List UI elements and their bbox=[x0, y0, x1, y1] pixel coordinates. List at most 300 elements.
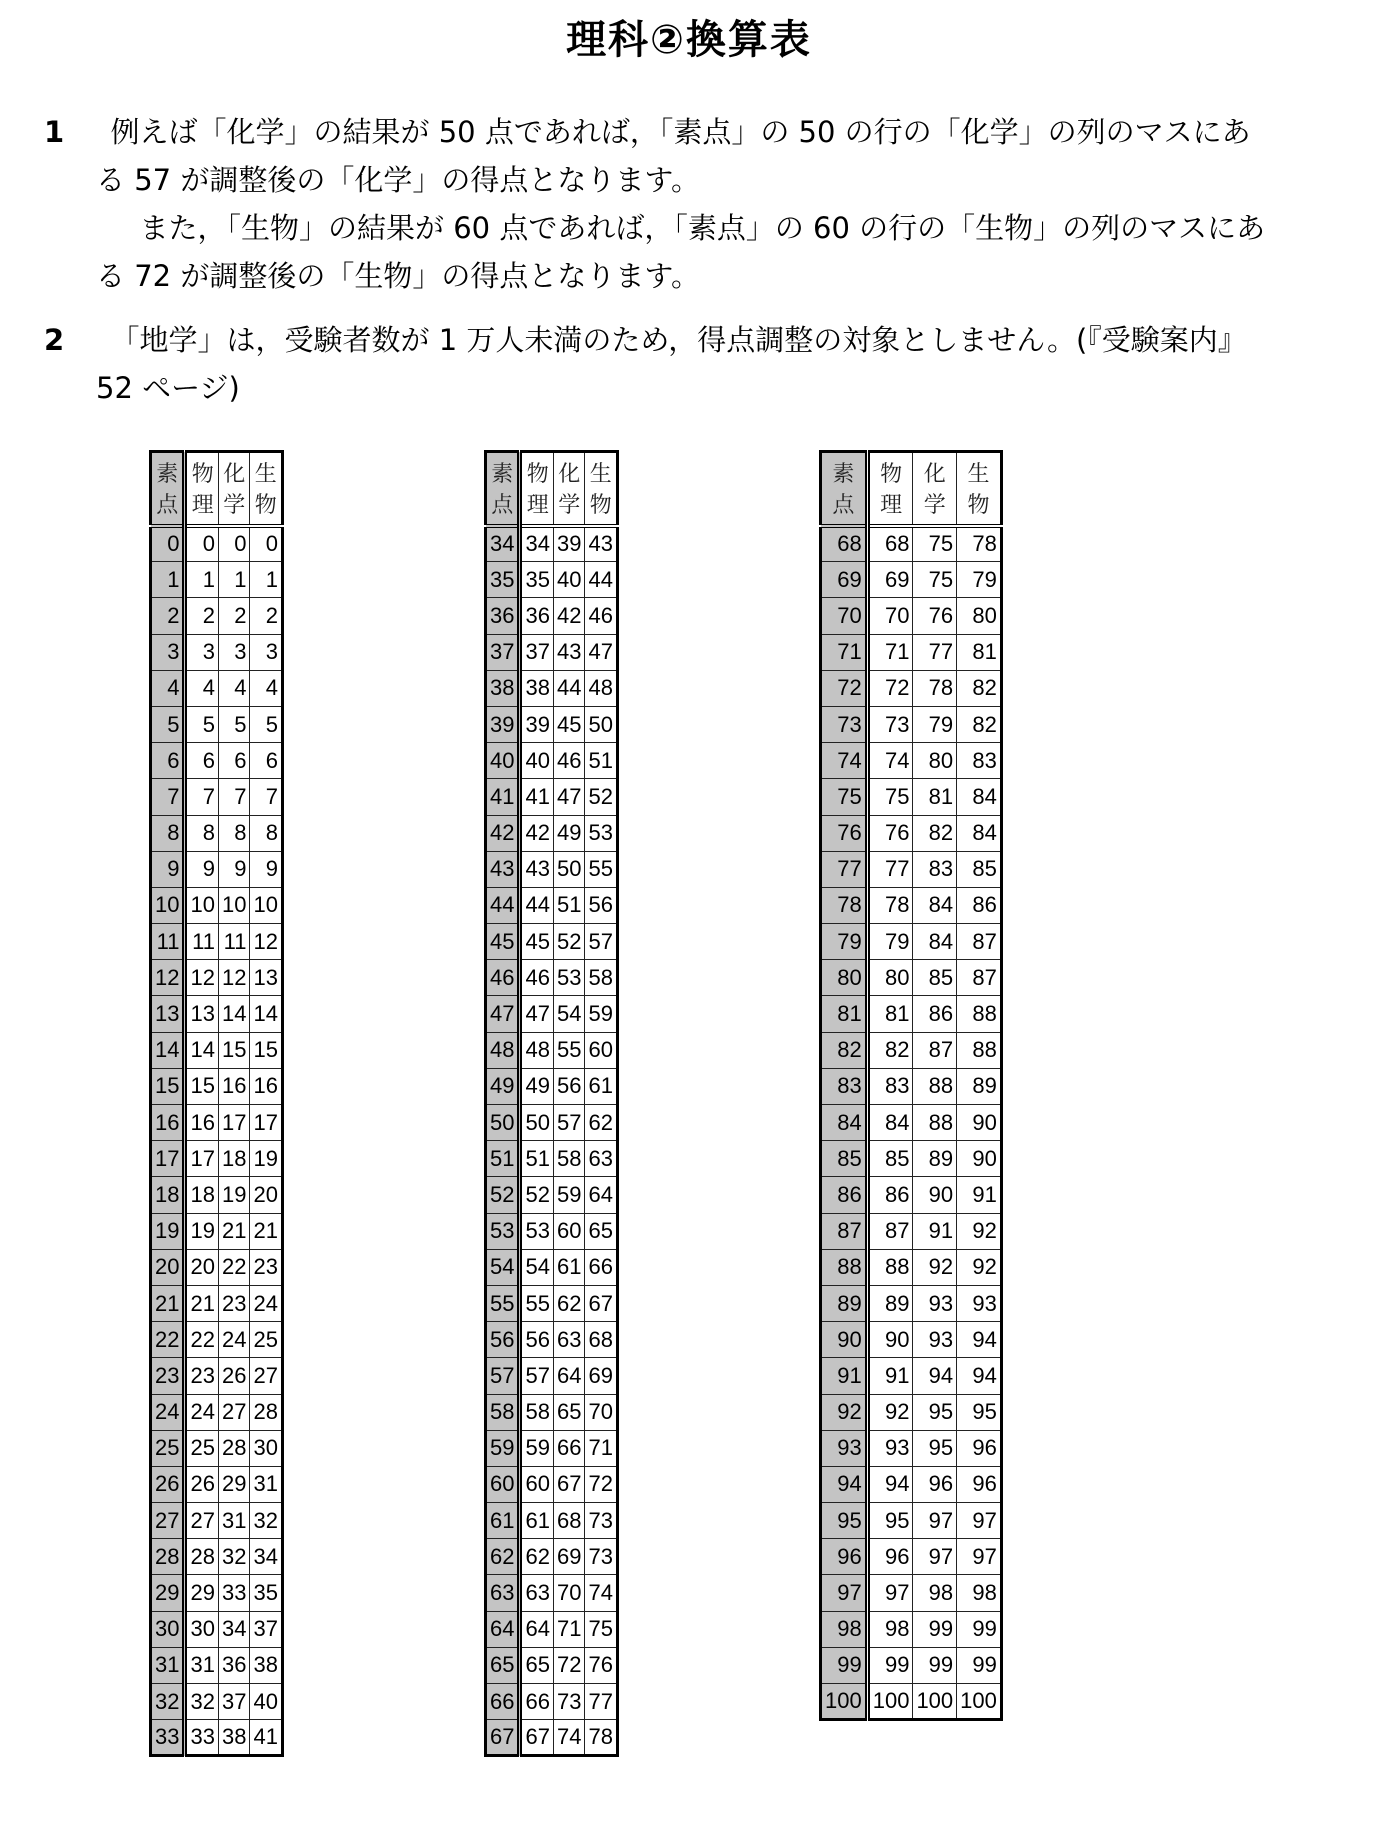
table-row bbox=[486, 1647, 618, 1683]
adjusted-score-cell: 25 bbox=[250, 1322, 282, 1358]
adjusted-score-cell: 56 bbox=[585, 887, 617, 923]
adjusted-score-cell: 69 bbox=[867, 562, 913, 598]
raw-score-cell: 39 bbox=[486, 706, 520, 742]
adjusted-score-cell: 72 bbox=[585, 1466, 617, 1502]
adjusted-score-cell: 96 bbox=[957, 1466, 1002, 1502]
table-row bbox=[486, 1430, 618, 1466]
adjusted-score-cell: 89 bbox=[913, 1141, 957, 1177]
adjusted-score-cell: 31 bbox=[218, 1503, 249, 1539]
adjusted-score-cell: 81 bbox=[913, 779, 957, 815]
adjusted-score-cell: 61 bbox=[585, 1068, 617, 1104]
adjusted-score-cell: 35 bbox=[250, 1575, 282, 1611]
table-row bbox=[486, 1503, 618, 1539]
raw-score-cell: 97 bbox=[821, 1575, 868, 1611]
adjusted-score-cell: 51 bbox=[520, 1141, 553, 1177]
adjusted-score-cell: 81 bbox=[957, 634, 1002, 670]
table-row bbox=[486, 960, 618, 996]
adjusted-score-cell: 2 bbox=[218, 598, 249, 634]
adjusted-score-cell: 33 bbox=[218, 1575, 249, 1611]
adjusted-score-cell: 37 bbox=[520, 634, 553, 670]
adjusted-score-cell: 7 bbox=[250, 779, 282, 815]
adjusted-score-cell: 17 bbox=[250, 1105, 282, 1141]
table-row bbox=[486, 743, 618, 779]
adjusted-score-cell: 89 bbox=[957, 1068, 1002, 1104]
column-header: 物理 bbox=[867, 452, 913, 526]
table-row bbox=[151, 743, 283, 779]
adjusted-score-cell: 4 bbox=[250, 670, 282, 706]
adjusted-score-cell: 97 bbox=[913, 1539, 957, 1575]
raw-score-cell: 11 bbox=[151, 924, 185, 960]
raw-score-cell: 6 bbox=[151, 743, 185, 779]
adjusted-score-cell: 85 bbox=[957, 851, 1002, 887]
adjusted-score-cell: 78 bbox=[957, 526, 1002, 562]
table-row bbox=[486, 1141, 618, 1177]
adjusted-score-cell: 23 bbox=[185, 1358, 218, 1394]
adjusted-score-cell: 9 bbox=[250, 851, 282, 887]
adjusted-score-cell: 17 bbox=[185, 1141, 218, 1177]
table-row bbox=[151, 706, 283, 742]
adjusted-score-cell: 85 bbox=[913, 960, 957, 996]
adjusted-score-cell: 69 bbox=[585, 1358, 617, 1394]
adjusted-score-cell: 44 bbox=[585, 562, 617, 598]
adjusted-score-cell: 14 bbox=[250, 996, 282, 1032]
raw-score-cell: 25 bbox=[151, 1430, 185, 1466]
adjusted-score-cell: 57 bbox=[585, 924, 617, 960]
raw-score-cell: 0 bbox=[151, 526, 185, 562]
table-row bbox=[821, 924, 1002, 960]
adjusted-score-cell: 71 bbox=[585, 1430, 617, 1466]
adjusted-score-cell: 46 bbox=[553, 743, 584, 779]
raw-score-cell: 93 bbox=[821, 1430, 868, 1466]
adjusted-score-cell: 47 bbox=[553, 779, 584, 815]
adjusted-score-cell: 70 bbox=[553, 1575, 584, 1611]
adjusted-score-cell: 11 bbox=[185, 924, 218, 960]
table-row bbox=[821, 815, 1002, 851]
table-row bbox=[486, 1322, 618, 1358]
table-row bbox=[151, 1249, 283, 1285]
adjusted-score-cell: 40 bbox=[553, 562, 584, 598]
raw-score-cell: 10 bbox=[151, 887, 185, 923]
adjusted-score-cell: 93 bbox=[913, 1322, 957, 1358]
adjusted-score-cell: 95 bbox=[913, 1430, 957, 1466]
table-row bbox=[486, 526, 618, 562]
adjusted-score-cell: 10 bbox=[218, 887, 249, 923]
raw-score-cell: 82 bbox=[821, 1032, 868, 1068]
table-row bbox=[821, 996, 1002, 1032]
table-row bbox=[486, 670, 618, 706]
adjusted-score-cell: 40 bbox=[250, 1684, 282, 1720]
adjusted-score-cell: 15 bbox=[218, 1032, 249, 1068]
adjusted-score-cell: 9 bbox=[218, 851, 249, 887]
table-row bbox=[821, 960, 1002, 996]
raw-score-cell: 44 bbox=[486, 887, 520, 923]
adjusted-score-cell: 22 bbox=[218, 1249, 249, 1285]
adjusted-score-cell: 1 bbox=[185, 562, 218, 598]
adjusted-score-cell: 54 bbox=[553, 996, 584, 1032]
adjusted-score-cell: 56 bbox=[553, 1068, 584, 1104]
adjusted-score-cell: 24 bbox=[250, 1285, 282, 1321]
adjusted-score-cell: 79 bbox=[957, 562, 1002, 598]
table-row bbox=[821, 1466, 1002, 1502]
adjusted-score-cell: 76 bbox=[867, 815, 913, 851]
adjusted-score-cell: 34 bbox=[218, 1611, 249, 1647]
raw-score-cell: 45 bbox=[486, 924, 520, 960]
adjusted-score-cell: 95 bbox=[913, 1394, 957, 1430]
adjusted-score-cell: 27 bbox=[218, 1394, 249, 1430]
raw-score-cell: 96 bbox=[821, 1539, 868, 1575]
adjusted-score-cell: 92 bbox=[913, 1249, 957, 1285]
adjusted-score-cell: 68 bbox=[553, 1503, 584, 1539]
raw-score-cell: 83 bbox=[821, 1068, 868, 1104]
adjusted-score-cell: 41 bbox=[250, 1720, 282, 1756]
adjusted-score-cell: 73 bbox=[553, 1684, 584, 1720]
adjusted-score-cell: 65 bbox=[553, 1394, 584, 1430]
adjusted-score-cell: 36 bbox=[520, 598, 553, 634]
adjusted-score-cell: 56 bbox=[520, 1322, 553, 1358]
raw-score-cell: 19 bbox=[151, 1213, 185, 1249]
adjusted-score-cell: 40 bbox=[520, 743, 553, 779]
adjusted-score-cell: 82 bbox=[957, 706, 1002, 742]
adjusted-score-cell: 62 bbox=[585, 1105, 617, 1141]
adjusted-score-cell: 60 bbox=[585, 1032, 617, 1068]
adjusted-score-cell: 57 bbox=[553, 1105, 584, 1141]
adjusted-score-cell: 98 bbox=[957, 1575, 1002, 1611]
adjusted-score-cell: 92 bbox=[957, 1249, 1002, 1285]
adjusted-score-cell: 89 bbox=[867, 1285, 913, 1321]
adjusted-score-cell: 53 bbox=[520, 1213, 553, 1249]
adjusted-score-cell: 31 bbox=[250, 1466, 282, 1502]
adjusted-score-cell: 49 bbox=[553, 815, 584, 851]
raw-score-cell: 24 bbox=[151, 1394, 185, 1430]
adjusted-score-cell: 79 bbox=[867, 924, 913, 960]
adjusted-score-cell: 5 bbox=[218, 706, 249, 742]
raw-score-cell: 29 bbox=[151, 1575, 185, 1611]
adjusted-score-cell: 34 bbox=[520, 526, 553, 562]
adjusted-score-cell: 10 bbox=[185, 887, 218, 923]
adjusted-score-cell: 75 bbox=[867, 779, 913, 815]
adjusted-score-cell: 63 bbox=[520, 1575, 553, 1611]
adjusted-score-cell: 16 bbox=[185, 1105, 218, 1141]
table-row bbox=[151, 598, 283, 634]
adjusted-score-cell: 68 bbox=[867, 526, 913, 562]
raw-score-cell: 62 bbox=[486, 1539, 520, 1575]
column-header: 化学 bbox=[218, 452, 249, 526]
raw-score-cell: 16 bbox=[151, 1105, 185, 1141]
adjusted-score-cell: 33 bbox=[185, 1720, 218, 1756]
table-row bbox=[151, 670, 283, 706]
adjusted-score-cell: 88 bbox=[957, 996, 1002, 1032]
table-row bbox=[151, 1503, 283, 1539]
adjusted-score-cell: 0 bbox=[218, 526, 249, 562]
adjusted-score-cell: 63 bbox=[553, 1322, 584, 1358]
table-row bbox=[486, 1105, 618, 1141]
raw-score-cell: 71 bbox=[821, 634, 868, 670]
raw-score-cell: 50 bbox=[486, 1105, 520, 1141]
adjusted-score-cell: 37 bbox=[218, 1684, 249, 1720]
adjusted-score-cell: 66 bbox=[585, 1249, 617, 1285]
adjusted-score-cell: 58 bbox=[585, 960, 617, 996]
adjusted-score-cell: 80 bbox=[867, 960, 913, 996]
adjusted-score-cell: 39 bbox=[520, 706, 553, 742]
table-row bbox=[821, 1394, 1002, 1430]
table-row bbox=[151, 562, 283, 598]
raw-score-cell: 86 bbox=[821, 1177, 868, 1213]
adjusted-score-cell: 79 bbox=[913, 706, 957, 742]
table-row bbox=[151, 1177, 283, 1213]
adjusted-score-cell: 82 bbox=[867, 1032, 913, 1068]
table-row bbox=[151, 526, 283, 562]
adjusted-score-cell: 1 bbox=[218, 562, 249, 598]
adjusted-score-cell: 75 bbox=[913, 526, 957, 562]
table-row bbox=[821, 526, 1002, 562]
adjusted-score-cell: 12 bbox=[185, 960, 218, 996]
table-row bbox=[486, 996, 618, 1032]
raw-score-cell: 26 bbox=[151, 1466, 185, 1502]
adjusted-score-cell: 42 bbox=[520, 815, 553, 851]
table-row bbox=[821, 1213, 1002, 1249]
adjusted-score-cell: 96 bbox=[913, 1466, 957, 1502]
adjusted-score-cell: 58 bbox=[553, 1141, 584, 1177]
raw-score-cell: 98 bbox=[821, 1611, 868, 1647]
adjusted-score-cell: 34 bbox=[250, 1539, 282, 1575]
raw-score-cell: 31 bbox=[151, 1647, 185, 1683]
table-row bbox=[821, 887, 1002, 923]
adjusted-score-cell: 12 bbox=[250, 924, 282, 960]
table-row bbox=[151, 1213, 283, 1249]
table-row bbox=[486, 562, 618, 598]
adjusted-score-cell: 45 bbox=[520, 924, 553, 960]
raw-score-cell: 77 bbox=[821, 851, 868, 887]
raw-score-cell: 35 bbox=[486, 562, 520, 598]
table-row bbox=[821, 634, 1002, 670]
adjusted-score-cell: 8 bbox=[250, 815, 282, 851]
adjusted-score-cell: 72 bbox=[553, 1647, 584, 1683]
adjusted-score-cell: 48 bbox=[520, 1032, 553, 1068]
table-row bbox=[151, 779, 283, 815]
adjusted-score-cell: 60 bbox=[553, 1213, 584, 1249]
adjusted-score-cell: 30 bbox=[185, 1611, 218, 1647]
adjusted-score-cell: 41 bbox=[520, 779, 553, 815]
adjusted-score-cell: 84 bbox=[913, 887, 957, 923]
table-row bbox=[486, 1358, 618, 1394]
adjusted-score-cell: 4 bbox=[185, 670, 218, 706]
raw-score-cell: 1 bbox=[151, 562, 185, 598]
adjusted-score-cell: 16 bbox=[250, 1068, 282, 1104]
adjusted-score-cell: 94 bbox=[867, 1466, 913, 1502]
adjusted-score-cell: 91 bbox=[913, 1213, 957, 1249]
column-header: 生物 bbox=[585, 452, 617, 526]
raw-score-cell: 61 bbox=[486, 1503, 520, 1539]
adjusted-score-cell: 75 bbox=[585, 1611, 617, 1647]
table-row bbox=[151, 1394, 283, 1430]
note-paragraph: また，「生物」の結果が 60 点であれば，「素点」の 60 の行の「生物」の列のマスにある 72 が調整後の「生物」の得点となります。 bbox=[96, 211, 1266, 293]
adjusted-score-cell: 76 bbox=[913, 598, 957, 634]
adjusted-score-cell: 94 bbox=[957, 1322, 1002, 1358]
adjusted-score-cell: 83 bbox=[957, 743, 1002, 779]
raw-score-cell: 69 bbox=[821, 562, 868, 598]
raw-score-cell: 38 bbox=[486, 670, 520, 706]
adjusted-score-cell: 17 bbox=[218, 1105, 249, 1141]
table-row bbox=[821, 1647, 1002, 1683]
table-row bbox=[486, 1611, 618, 1647]
adjusted-score-cell: 61 bbox=[520, 1503, 553, 1539]
raw-score-cell: 78 bbox=[821, 887, 868, 923]
adjusted-score-cell: 90 bbox=[957, 1141, 1002, 1177]
table-row bbox=[151, 1032, 283, 1068]
adjusted-score-cell: 57 bbox=[520, 1358, 553, 1394]
adjusted-score-cell: 74 bbox=[585, 1575, 617, 1611]
adjusted-score-cell: 93 bbox=[913, 1285, 957, 1321]
table-row bbox=[821, 1575, 1002, 1611]
raw-score-cell: 52 bbox=[486, 1177, 520, 1213]
raw-score-cell: 32 bbox=[151, 1684, 185, 1720]
table-row bbox=[486, 1032, 618, 1068]
adjusted-score-cell: 30 bbox=[250, 1430, 282, 1466]
adjusted-score-cell: 73 bbox=[585, 1539, 617, 1575]
table-row bbox=[486, 924, 618, 960]
raw-score-cell: 51 bbox=[486, 1141, 520, 1177]
table-row bbox=[151, 960, 283, 996]
raw-score-cell: 49 bbox=[486, 1068, 520, 1104]
adjusted-score-cell: 85 bbox=[867, 1141, 913, 1177]
adjusted-score-cell: 18 bbox=[185, 1177, 218, 1213]
table-row bbox=[821, 1322, 1002, 1358]
raw-score-cell: 63 bbox=[486, 1575, 520, 1611]
adjusted-score-cell: 26 bbox=[218, 1358, 249, 1394]
raw-score-cell: 40 bbox=[486, 743, 520, 779]
adjusted-score-cell: 83 bbox=[913, 851, 957, 887]
raw-score-cell: 73 bbox=[821, 706, 868, 742]
table-row bbox=[821, 1611, 1002, 1647]
adjusted-score-cell: 48 bbox=[585, 670, 617, 706]
adjusted-score-cell: 23 bbox=[250, 1249, 282, 1285]
raw-score-cell: 14 bbox=[151, 1032, 185, 1068]
adjusted-score-cell: 99 bbox=[913, 1647, 957, 1683]
adjusted-score-cell: 36 bbox=[218, 1647, 249, 1683]
adjusted-score-cell: 50 bbox=[553, 851, 584, 887]
adjusted-score-cell: 58 bbox=[520, 1394, 553, 1430]
adjusted-score-cell: 98 bbox=[913, 1575, 957, 1611]
table-row bbox=[151, 815, 283, 851]
adjusted-score-cell: 51 bbox=[585, 743, 617, 779]
adjusted-score-cell: 2 bbox=[250, 598, 282, 634]
raw-score-cell: 42 bbox=[486, 815, 520, 851]
column-header: 生物 bbox=[957, 452, 1002, 526]
raw-score-cell: 33 bbox=[151, 1720, 185, 1756]
table-row bbox=[151, 1285, 283, 1321]
adjusted-score-cell: 5 bbox=[185, 706, 218, 742]
adjusted-score-cell: 16 bbox=[218, 1068, 249, 1104]
table-row bbox=[486, 815, 618, 851]
raw-score-cell: 74 bbox=[821, 743, 868, 779]
adjusted-score-cell: 28 bbox=[218, 1430, 249, 1466]
adjusted-score-cell: 43 bbox=[553, 634, 584, 670]
raw-score-cell: 5 bbox=[151, 706, 185, 742]
raw-score-cell: 85 bbox=[821, 1141, 868, 1177]
adjusted-score-cell: 97 bbox=[867, 1575, 913, 1611]
adjusted-score-cell: 96 bbox=[867, 1539, 913, 1575]
adjusted-score-cell: 6 bbox=[185, 743, 218, 779]
adjusted-score-cell: 27 bbox=[185, 1503, 218, 1539]
adjusted-score-cell: 11 bbox=[218, 924, 249, 960]
adjusted-score-cell: 70 bbox=[585, 1394, 617, 1430]
table-header-row bbox=[486, 452, 618, 526]
adjusted-score-cell: 47 bbox=[520, 996, 553, 1032]
raw-score-cell: 23 bbox=[151, 1358, 185, 1394]
table-row bbox=[151, 1539, 283, 1575]
adjusted-score-cell: 7 bbox=[218, 779, 249, 815]
adjusted-score-cell: 9 bbox=[185, 851, 218, 887]
adjusted-score-cell: 24 bbox=[185, 1394, 218, 1430]
raw-score-cell: 43 bbox=[486, 851, 520, 887]
table-row bbox=[486, 1177, 618, 1213]
table-row bbox=[486, 851, 618, 887]
adjusted-score-cell: 55 bbox=[585, 851, 617, 887]
column-header: 化学 bbox=[553, 452, 584, 526]
raw-score-cell: 58 bbox=[486, 1394, 520, 1430]
page-title: 理科②換算表 bbox=[566, 17, 812, 63]
adjusted-score-cell: 3 bbox=[250, 634, 282, 670]
adjusted-score-cell: 88 bbox=[957, 1032, 1002, 1068]
raw-score-cell: 94 bbox=[821, 1466, 868, 1502]
table-row bbox=[821, 1141, 1002, 1177]
adjusted-score-cell: 28 bbox=[185, 1539, 218, 1575]
table-row bbox=[821, 562, 1002, 598]
conversion-table-1 bbox=[149, 450, 284, 1757]
adjusted-score-cell: 97 bbox=[913, 1503, 957, 1539]
adjusted-score-cell: 42 bbox=[553, 598, 584, 634]
column-header: 素点 bbox=[151, 452, 185, 526]
table-row bbox=[821, 1105, 1002, 1141]
adjusted-score-cell: 70 bbox=[867, 598, 913, 634]
table-row bbox=[486, 1575, 618, 1611]
raw-score-cell: 20 bbox=[151, 1249, 185, 1285]
adjusted-score-cell: 63 bbox=[585, 1141, 617, 1177]
adjusted-score-cell: 100 bbox=[867, 1684, 913, 1720]
table-row bbox=[486, 779, 618, 815]
raw-score-cell: 79 bbox=[821, 924, 868, 960]
table-row bbox=[821, 598, 1002, 634]
table-row bbox=[821, 1684, 1002, 1720]
adjusted-score-cell: 6 bbox=[218, 743, 249, 779]
adjusted-score-cell: 100 bbox=[913, 1684, 957, 1720]
adjusted-score-cell: 67 bbox=[553, 1466, 584, 1502]
adjusted-score-cell: 38 bbox=[250, 1647, 282, 1683]
table-row bbox=[821, 1177, 1002, 1213]
raw-score-cell: 2 bbox=[151, 598, 185, 634]
adjusted-score-cell: 99 bbox=[913, 1611, 957, 1647]
raw-score-cell: 21 bbox=[151, 1285, 185, 1321]
raw-score-cell: 37 bbox=[486, 634, 520, 670]
raw-score-cell: 4 bbox=[151, 670, 185, 706]
adjusted-score-cell: 8 bbox=[185, 815, 218, 851]
adjusted-score-cell: 88 bbox=[913, 1105, 957, 1141]
adjusted-score-cell: 8 bbox=[218, 815, 249, 851]
adjusted-score-cell: 44 bbox=[553, 670, 584, 706]
table-header-row bbox=[151, 452, 283, 526]
table-row bbox=[151, 1430, 283, 1466]
adjusted-score-cell: 14 bbox=[185, 1032, 218, 1068]
adjusted-score-cell: 93 bbox=[867, 1430, 913, 1466]
conversion-table-2 bbox=[484, 450, 619, 1757]
adjusted-score-cell: 92 bbox=[957, 1213, 1002, 1249]
raw-score-cell: 54 bbox=[486, 1249, 520, 1285]
adjusted-score-cell: 5 bbox=[250, 706, 282, 742]
table-row bbox=[151, 887, 283, 923]
adjusted-score-cell: 2 bbox=[185, 598, 218, 634]
adjusted-score-cell: 91 bbox=[867, 1358, 913, 1394]
adjusted-score-cell: 62 bbox=[520, 1539, 553, 1575]
